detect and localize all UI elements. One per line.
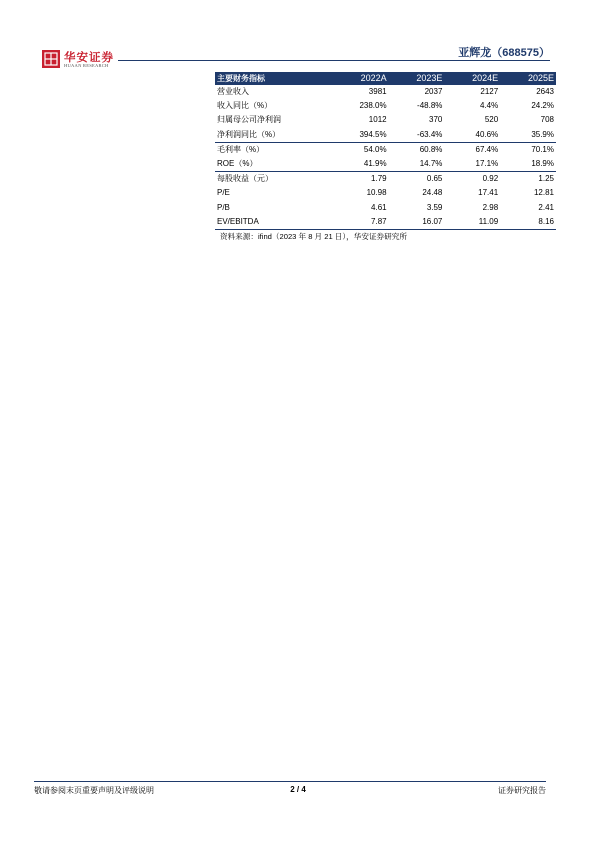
logo-name: 华安证券 [64,50,114,64]
table-cell: 12.81 [533,188,554,198]
row-label: 营业收入 [217,87,249,97]
table-cell: 0.65 [389,172,445,187]
table-header-cell: 2023E [389,72,445,85]
logo-seal-icon [42,50,60,68]
table-cell: -63.4% [417,129,443,139]
table-row [215,201,556,215]
header-divider [118,60,550,61]
row-label: P/B [217,202,230,212]
table-cell: 8.16 [500,215,556,230]
table-cell: 24.48 [422,188,443,198]
table-row [215,157,556,172]
page-number: 2 / 4 [290,785,306,794]
table-cell: 18.9% [531,159,554,169]
row-label: 收入同比（%） [217,101,273,111]
table-cell: 2.98 [482,202,499,212]
row-label: 净利润同比（%） [217,129,281,139]
table-header-cell: 2024E [444,72,500,85]
table-cell: 1012 [368,115,387,125]
report-title: 亚辉龙（688575） [458,47,550,59]
table-cell: 708 [540,115,554,125]
table-cell: 0.92 [444,172,500,187]
table-cell: 4.4% [479,101,499,111]
table-row [215,142,556,157]
table-header-cell: 主要财务指标 [215,72,333,85]
table-cell: 17.41 [478,188,499,198]
table-row [215,85,556,99]
financial-indicators-table [215,72,556,230]
table-cell: 520 [484,115,499,125]
table-cell: 1.79 [333,172,389,187]
table-row [215,128,556,143]
table-cell: 2.41 [538,202,554,212]
table-cell: 3.59 [426,202,443,212]
table-cell: 60.8% [389,142,445,157]
table-cell: 17.1% [475,159,499,169]
table-cell: -48.8% [417,101,443,111]
table-header-cell: 2025E [500,72,556,85]
table-cell: 40.6% [475,129,499,139]
disclaimer-note: 敬请参阅末页重要声明及评级说明 [34,786,154,795]
table-cell: 16.07 [389,215,445,230]
table-row [215,113,556,127]
table-row [215,215,556,230]
data-source-note: 资料来源：ifind（2023 年 8 月 21 日），华安证券研究所 [220,232,407,241]
table-header-row [215,72,556,85]
row-label: P/E [217,188,230,198]
table-cell: 4.61 [371,202,387,212]
table-cell: 1.25 [500,172,556,187]
table-cell: 41.9% [363,159,387,169]
table-cell: 2127 [480,87,499,97]
table-cell: 238.0% [359,101,387,111]
table-row [215,172,556,187]
table-cell: 11.09 [444,215,500,230]
company-logo [42,50,122,72]
row-label: ROE（%） [217,159,258,169]
report-type-label: 证券研究报告 [498,786,546,795]
table-cell: 67.4% [444,142,500,157]
table-cell: 35.9% [531,129,554,139]
table-cell: 70.1% [500,142,556,157]
table-cell: 3981 [368,87,387,97]
footer-divider [34,781,546,782]
logo-subtitle: HUAAN RESEARCH [64,63,109,68]
row-label: 每股收益（元） [215,172,333,187]
table-cell: 7.87 [333,215,389,230]
table-header-cell: 2022A [333,72,389,85]
table-cell: 2037 [424,87,443,97]
table-cell: 14.7% [419,159,443,169]
table-cell: 24.2% [531,101,554,111]
table-cell: 10.98 [366,188,387,198]
table-cell: 54.0% [333,142,389,157]
table-cell: 370 [429,115,443,125]
table-row [215,99,556,113]
table-cell: 394.5% [359,129,387,139]
row-label: 毛利率（%） [215,142,333,157]
table-row [215,186,556,200]
row-label: EV/EBITDA [215,215,333,230]
row-label: 归属母公司净利润 [217,115,281,125]
table-cell: 2643 [536,87,554,97]
